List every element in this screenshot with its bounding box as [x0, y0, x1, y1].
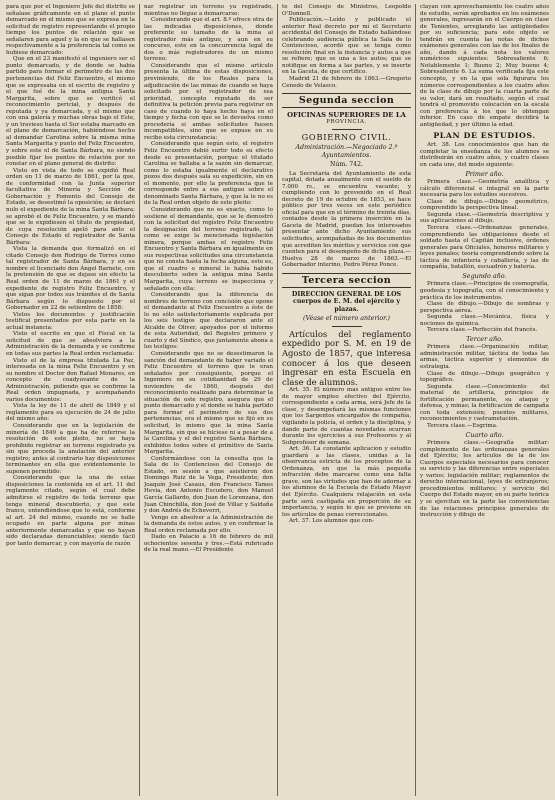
body-paragraph: Clase de dibujo.—Dibujo geográfico y topográfico. — [420, 370, 549, 384]
column-grid — [6, 4, 549, 796]
body-paragraph: Tercera clase.—Ordenanzas generales, comprendiendo las obligaciones desde el soldado hasta el Capitán inclusive, órdenes generales para Oficiales, honores militares y leyes penales; teoría comprendiendo sobre la táctica de infantería y caballería, y las de compañía, batallón, escuadrón y batería. — [420, 225, 549, 271]
body-paragraph: Considerando que la diferencia de nombres de terreno con concisión que opone el demandante al Feliz Encuentro a éste de lo no sólo satisfactoriamente explicada por los seis testigos que declararon ante el Alcalde de Oliver, apoyados por el informe de esta Autoridad, del Registro primero y cuarto y del Síndico, que juntamente abona a los testigos: — [144, 292, 273, 351]
body-paragraph: Art. 37. Los alumnos que con- — [289, 518, 374, 525]
body-paragraph: Vistos los documentos y justificación testifical presentados por esta parte en la actual instancia: — [6, 311, 135, 331]
year-heading: Tercer año. — [466, 334, 503, 343]
office-heading: OFICINAS SUPERIORES DE LA — [287, 111, 406, 120]
body-paragraph: Vista la ley de 11 de abril de 1849 y el reglamento para su ejecución de 24 de julio del mismo año: — [6, 403, 135, 423]
body-paragraph: clayan con aprovechamiento los cuatro años de estudio, serán aprobados en los exámenes generales, ingresarán en el Cuerpo en clase de Tenientes, arreglando las antigüedades por su suficiencia; para este objeto se tendrán en cuenta las notas de dichos exámenes generales con las de los finales de año, dando á cada nota los valores numéricos siguientes: Sobresaliente 6; Notablemente 1; Bueno 2; Muy bueno 4; Sobresaliente 6. La suma verificada fija este concepto, y en la que sola figurara los números correspondientes a los cuatro años de la clase de dibujo por la cuarta parte de su valor, dará un resultado, según el cual tendrá el promovido colocación en la escala con preferencia à los que lo obtengan inferior. En caso de empate decidirá la antigüedad, y por último la edad. — [420, 4, 549, 128]
body-paragraph: Visto el de la empresa titulada La Paz, interesada en la mina Feliz Encuentro y en su nombre el Doctor don Rafael Monares, en concepto de coadyuvante de la Administración, pidiendo que se confirme la Real orden impugnada, y acompañando varios documentos: — [6, 357, 135, 403]
body-paragraph: Considerando que el mismo artículo presenta la última de estas disposiciones, previniendo, de los Reales para la adjudicación de las minas de cuando se haya solicitado por el registrador de esa prioridad, concepto reputado de ser definitiva la petición previa para registrar en caso de cuando lo haya hecho haya en el tiempo y fecha con que se le devuelva como procedería si ambas solicitudes fuesen incompatibles, sino que se expuse en su recibo esta circunstancia: — [144, 62, 273, 141]
body-paragraph: Considerando que la una de estas disposiciones la contenida en el art. 11 del reglamento citado, según el cual debe admitirse el registro de toda terreno que tenga mineral descubierto, y que este franco, entendiéndose que lo está, conforme al art. 24 del mismo, cuando no se halle ocupado en parte alguna por minas anteriormente demarcadas y que no hayan sido declaradas denunciables; siendo fácil por tanto demarcar, y con mayoría de razón — [6, 475, 135, 547]
body-paragraph: Segunda clase.—Mecánica, física y nociones de química. — [420, 314, 549, 327]
body-paragraph: Conformándose con la consulta que la Sala de lo Contencioso del Consejo de Estado, en sesión a que asistieron don Domingo Ruiz de la Vega, Presidente; don Joaquín José Casaus, don Francisco Tames Hevia, don Antonio Escudero, don Manuel García Gallardo, don Juan de Lorenzana, don Juan Chinchilla, don José de Villar y Saldaña y don Andrés de Echeverri, — [144, 455, 273, 515]
body-paragraph: Tercera clase.—Perfección del francés. — [427, 327, 538, 334]
body-paragraph: Vengo en absolver a la Administración de la demanda de estos autos, y en confirmar la Real orden reclamada por ello. — [144, 514, 273, 534]
body-paragraph: Tercera clase.—Esgrima. — [427, 422, 498, 429]
divider — [332, 326, 362, 327]
column-4 — [420, 4, 549, 796]
column-rule — [277, 4, 278, 796]
admin-heading: Administración.—Negociado 2.º Ayuntamientos. — [295, 144, 398, 159]
divider — [332, 129, 362, 130]
gobierno-heading: GOBIERNO CIVIL. — [301, 131, 392, 142]
body-paragraph: Considerando que no es exacto, como lo sostiene el demandante, que se le demostró con la solicitud del registro Feliz Encuentro la designación del terreno registrado, tal como se exige la mencionada legislación minera, porque ambas el registro Feliz Encuentro y Santa Bárbara en igualmente en sus respectivas solicitudes una circunstancia que no consta hasta la fecha alguna, esto es, que el cuadro o mineral le había habido descubierto sobre la antigua mina Santa Margarita, cuya terreno se inspecciona y señalado con ella: — [144, 206, 273, 292]
body-paragraph: Segunda clase.—Geometría descriptiva y sus aplicaciones al dibujo. — [420, 211, 549, 225]
body-paragraph: Dado en Palacio a 16 de febrero de mil ochocientos sesenta y tres.—Está rubricado de la real mano.—El Presidente — [144, 534, 273, 554]
body-paragraph: Considerando que no se desestimaron la sanción del demandante de haber variado el Feliz Encuentro el terreno que le eran señalados por consiguiente, porque el Ingeniero en su cotidianidad de 29 de noviembre de 1860, después del reconocimiento realizado para determinar la situación de este registro, asegura que el punto demarcado y el donde se había partido para formar el perímetro de sus dos pertenencias, era el mismo que se fijó en su solicitud, lo mismo que la mina Santa Margarita, sin que se hiciese ni a pesar de a la Carolina y el del registro Santa Bárbara, exhibidos todos sobre el primitivo de Santa Margarita. — [144, 350, 273, 456]
year-heading: Primer año. — [465, 169, 504, 178]
body-paragraph: La Secretaría del Ayuntamiento de esta capital, dotada anualmente con el sueldo de 7.000 rs., se encuentra vacante; y cumpliendo con lo prevenido en el Real decreto de 19 de octubre de 1853, se hace público por tres veces en este periódico oficial para que en el término de treinta días, contados desde la primera inserción en la Gaceta de Madrid, puedan los interesados presentar ante dicho Ayuntamiento sus solicitudes, acompañadas de los documentos que acrediten los méritos y servicios con que cuenten para el desempeño de dicha plaza.—Huelva 28 de marzo de 1863.—El Gobernador interino, Pedro Pérez Ponce. — [282, 170, 411, 269]
column-2 — [144, 4, 273, 796]
body-paragraph: Primera clase.—Geometría analítica y cálculo diferencial e integral en la parte necesaria para los estudios sucesivos. — [420, 179, 549, 199]
body-paragraph: Art. 38. Los conocimientos que han de completar la enseñanza de los alumnos se distribuirán en cuatro años, y cuatro clases en cada uno, del modo siguiente: — [420, 142, 549, 169]
section-heading: Segunda seccion — [282, 93, 411, 108]
body-paragraph: Visto en vista de todo se expidió Real orden en 11 de marzo de 1861, por la que, de conformidad con la Junta superior facultativa de Minería y Sección de Gobernación y Fomento del Consejo de Estado, se desestimó la oposición; se declaró nulo el expediente de la mina Santa Bárbara; se aprobó el de Feliz Encuentro, y se mandó que se le expidiesen el título de propiedad, de cuya resolución apeló para ante el Consejo de Estado el registrador de Santa Bárbara: — [6, 167, 135, 246]
regulation-intro: Artículos del reglamento expedido por S. M. en 19 de Agosto de 1857, que interesa conocer á los que deseen ingresar en esta Escuela en clase de alumnos. — [282, 328, 411, 387]
continuation-note: (Véase el número anterior.) — [303, 315, 390, 323]
body-paragraph: para que por el Ingeniero Jefe del distrito se señalase gráficamente en el plano el punto demarcado en el mismo que se expresa en la solicitud de registro representando el propio tiempo los puntos de relación que se señalaren para aquel y la en que se hallasen respectivamente a la preferencia tal como se hubiese demarcado: — [6, 4, 135, 56]
body-paragraph: Vista la demanda que formalizó en el citado Consejo don Rodrigo de Torres como tal registrador de Santa Bárbara, y en su nombre el licenciado don Ángel Barnete, con la pretensión de que se dejase sin efecto la Real orden de 11 de marzo de 1861 y el expediente de registro Feliz Encuentro, y que sigan por todos sus trámites el de Santa Bárbara según lo dispuesto por el Gobernador en 22 de setiembre de 1858: — [6, 246, 135, 312]
body-paragraph: Clase de dibujo.—Dibujo geométrico, comprendido la perspectiva lineal. — [420, 198, 549, 212]
body-paragraph: Art. 36. La constante aplicacion y estudio guardará a las clases, unidas a la observancia estricta de los preceptos de la Ordenanza, en que la más pequeña infracción debe marcarse como una falta grave, son las virtudes que han de adornar a los alumnos de la Escuela de Estado Mayor del Ejército. Cualquiera relajación en esta parte será castigada en proporción de su importancia, y según lo que se previene en los artículos de penas correccionales. — [282, 446, 411, 518]
column-rule — [139, 4, 140, 796]
office-subheading: PROVINCIA. — [326, 119, 367, 126]
plan-heading: PLAN DE ESTUDIOS. — [433, 131, 536, 141]
body-paragraph: Considerando que en la legislación de minería de 1849 a que ha de referirse la resolución de este pleito, no se haya prohibido registrar en terreno registrado ya sin que proceda la anulación del anterior registro; antes al contrario hay disposiciones terminantes en ella que evidentemente lo suponen permitido: — [6, 423, 135, 475]
body-paragraph: Primera clase.—Principios de cosmografía, geodesia y topografía, con el conocimiento y práctica de los instrumentos. — [420, 281, 549, 301]
body-paragraph: nar registrar un terreno ya registrado, mientras no llegue a demarcarse: — [144, 4, 273, 17]
decree-signature: Madrid 21 de febrero de 1863.—Gregorio Cenedo de Velasco. — [282, 76, 411, 89]
year-heading: Segundo año. — [462, 271, 507, 280]
year-heading: Cuarto año. — [465, 430, 504, 439]
body-paragraph: Primera clase.—Geografía militar: complemento de las ordenanzas generales del Ejército; los artículos de la de los Cuerpos especiales necesarios para conocer su servicio y las diferencias entre especiales y varios; legislación militar; reglamentos de derecho internacional, leyes de extranjeros; procedimientos militares; y servicio del Cuerpo del Estado mayor, en su parte teórica y se ejercitan en la parte las conveniencias de las relaciones principios generales de instrucción y dibujo de — [420, 440, 549, 519]
body-paragraph: Considerando que el art. 8.º ofrece otra de las indicadas disposiciones, donde preferente su tamaño de la mina al registrador más antiguo, y aun en su concurso, este en la concurrencia legal de dos o más registradores de un mismo terreno: — [144, 17, 273, 63]
body-paragraph: Primera clase.—Organización militar, administración militar, táctica de todas las armas, táctica superior y elementos de estrategia. — [420, 344, 549, 371]
direction-heading: DIRECCION GENERAL DE LOS — [291, 290, 402, 298]
body-paragraph: Publicación.—Leído y publicado el anterior Real decreto por mí el Secretario accidental del Consejo de Estado hallándose celebrando audiencia pública la Sala de lo Contencioso, acordó que se tenga como resolución final en la instancia y autos a que se refiere; que se una a los autos; que se notifique en forma a las partes, y se inserte en la Gaceta, de que certifico. — [282, 17, 411, 76]
body-paragraph: te del Consejo de Ministros, Leopoldo O'Donnell. — [282, 4, 411, 17]
direction-subheading: cuerpos de E. M. del ejército y plazas. — [292, 298, 400, 313]
body-paragraph: Art. 35. El número mas antiguo entre los de mayor empleo efectivo del Ejército, correspondiente a cada arma, será Jefe de la clase, y desempeñará las mismas funciones que los Sargentos encargados de compañía, vigilando la policía, el orden y la disciplina, y dando parte de cuantas novedades ocurran durante los ejercicios á sus Profesores y al Subprofesor de semana. — [282, 387, 411, 446]
body-paragraph: Segunda clase.—Conocimiento del material de artillería, principios de fortificación permanente, su ataque y defensa, y minas; la fortificación de campaña con toda extensión; puentes militares, reconocimientos y castrametación. — [420, 383, 549, 423]
column-3 — [282, 4, 411, 796]
body-paragraph: Considerando que según esto, el registro Feliz Encuentro debió surtir todo su efecto desde su presentación, porque el titulado Carolina se hallaba a la sazón sin demarcar, como lo estaba igualmente el declarativo pozos dos después sala su expedición, sin en el momento, por ello la preferencia que le corresponde entre a sus antiguo sobre el denominado Santa Bárbara, y que la le no es de la Real orden objeto de este pleito: — [144, 141, 273, 207]
column-rule — [415, 4, 416, 796]
body-paragraph: Clase de dibujo.—Dibujo de sombras y perspectiva aérea. — [420, 301, 549, 314]
section-heading: Tercera seccion — [282, 273, 411, 288]
column-1 — [6, 4, 135, 796]
body-paragraph: Visto el escrito en que el Fiscal en la solicitud de que se absolviera a la Administración de la demanda y se confirme en todas sus partes la Real orden reclamada: — [6, 331, 135, 357]
notice-number: Núm. 742. — [330, 161, 363, 169]
body-paragraph: Que en el 23 manifestó el ingeniero ser el punto demarcado, y de donde se había partido para formar el perímetro de las dos pertenencias del Feliz Encuentro, el mismo que se expresaba en el escrito de registro y el que fué de la mina antigua Santa Margarita, sobre que se verificó el reconocimiento pericial, y después de reputada y ya demarcada, y el mismo que con una galería y muchas obras bajo el Este, y un travieso hasta el Sur estaba marcado en el plano de demarcación, habiéndose hecho al demandar Carolina sobre la misma mina Santa Margarita y punto del Feliz Encuentro, y sobre este el de Santa Bárbara, no siendo posible fijar los puntos de relación por no constar en el plano general de distrito: — [6, 56, 135, 168]
